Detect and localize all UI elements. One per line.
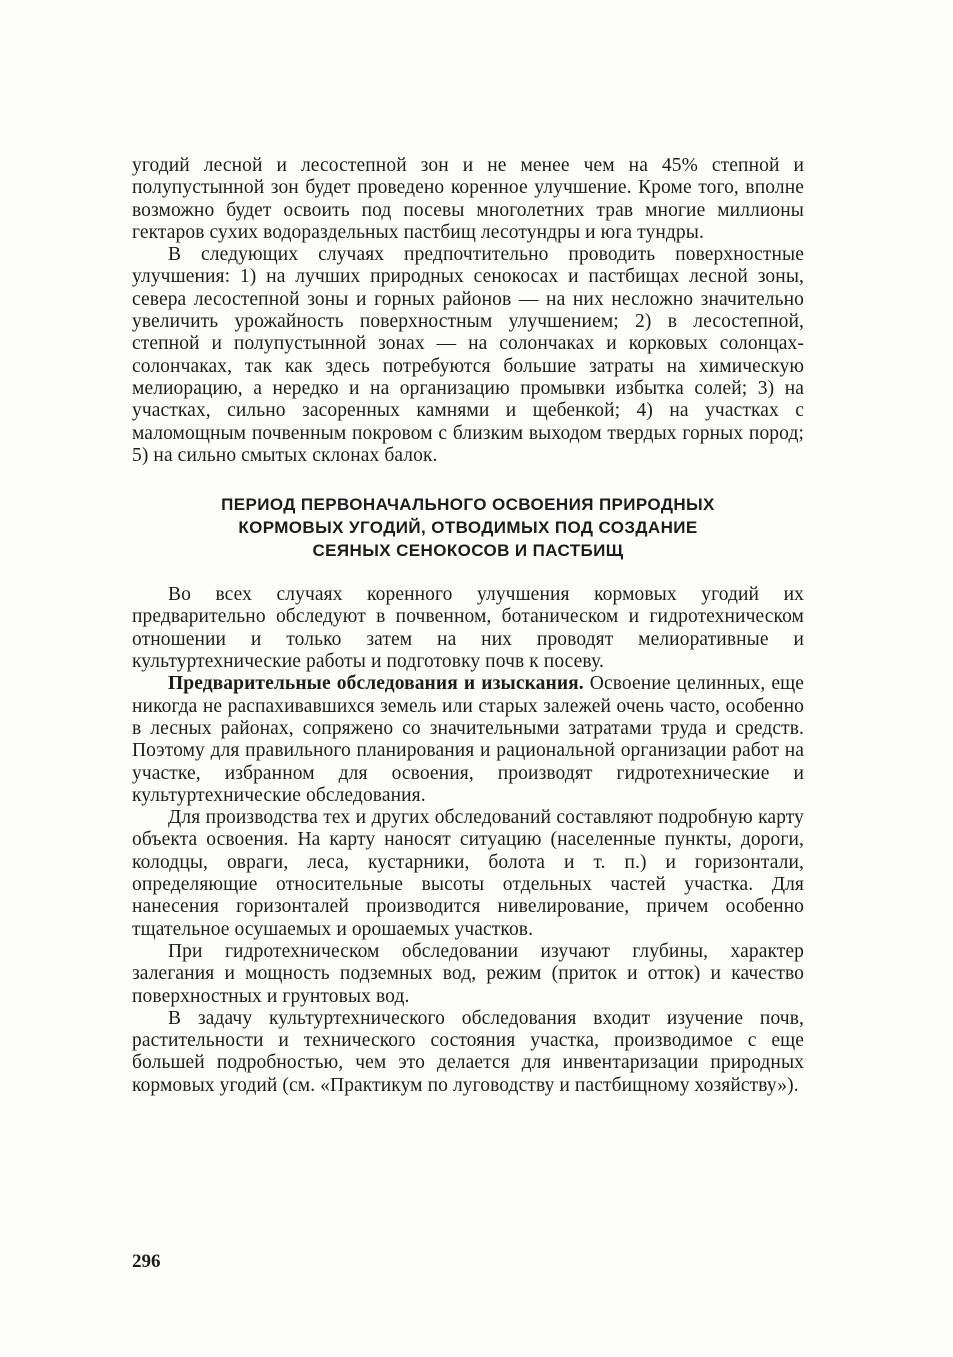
paragraph-lead-body: Освоение целинных, еще никогда не распахивавшихся земель или старых залежей очень часто, особенно в лесных районах, сопряжено со значительными затратами труда и средств. Поэтому для правильного планирования и рациональной организации работ на участке, избранном для освоения, производят гидротехнические и культуртехнические обследования. bbox=[132, 673, 804, 806]
paragraph-hydrotechnical-survey: При гидротехническом обследовании изучают глубины, характер залегания и мощность подземных вод, режим (приток и отток) и качество поверхностных и грунтовых вод. bbox=[132, 940, 804, 1007]
section-heading bbox=[132, 493, 804, 562]
page-body bbox=[132, 155, 804, 1097]
paragraph-preliminary-surveys bbox=[132, 673, 804, 807]
paragraph-surface-improvements: В следующих случаях предпочтительно проводить поверхностные улучшения: 1) на лучших природных сенокосах и пастбищах лесной зоны, севера лесостепной зоны и горных районов — на них несложно значительно увеличить урожайность поверхностным улучшением; 2) в лесостепной, степной и полупустынной зонах — на солончаках и корковых солонцах-солончаках, так как здесь потребуются большие затраты на химическую мелиорацию, а нередко и на организацию промывки избытка солей; 3) на участках, сильно засоренных камнями и щебенкой; 4) на участках с маломощным почвенным покровом с близким выходом твердых горных пород; 5) на сильно смытых склонах балок. bbox=[132, 244, 804, 466]
paragraph-radical-improvement: Во всех случаях коренного улучшения кормовых угодий их предварительно обследуют в почвенном, ботаническом и гидротехническом отношении и только затем на них проводят мелиоративные и культуртехнические работы и подготовку почв к посеву. bbox=[132, 584, 804, 673]
paragraph-continuation: угодий лесной и лесостепной зон и не менее чем на 45% степной и полупустынной зон будет проведено коренное улучшение. Кроме того, вполне возможно будет освоить под посевы многолетних трав многие миллионы гектаров сухих водораздельных пастбищ лесотундры и юга тундры. bbox=[132, 155, 804, 243]
paragraph-lead-term: Предварительные обследования и изыскания. bbox=[168, 673, 584, 695]
page-number: 296 bbox=[132, 1251, 161, 1272]
section-heading-line-1: ПЕРИОД ПЕРВОНАЧАЛЬНОГО ОСВОЕНИЯ ПРИРОДНЫХ bbox=[221, 495, 715, 515]
paragraph-cultural-technical-survey: В задачу культуртехнического обследования входит изучение почв, растительности и технического состояния участка, производимое с еще большей подробностью, чем это делается для инвентаризации природных кормовых угодий (см. «Практикум по луговодству и пастбищному хозяйству»). bbox=[132, 1007, 804, 1096]
section-heading-line-3: СЕЯНЫХ СЕНОКОСОВ И ПАСТБИЩ bbox=[312, 541, 624, 561]
paragraph-survey-map: Для производства тех и других обследований составляют подробную карту объекта освоения. На карту наносят ситуацию (населенные пункты, дороги, колодцы, овраги, леса, кустарники, болота и т. п.) и горизонтали, определяющие относительные высоты отдельных частей участка. Для нанесения горизонталей производится нивелирование, причем особенно тщательное осушаемых и орошаемых участков. bbox=[132, 807, 804, 940]
section-heading-line-2: КОРМОВЫХ УГОДИЙ, ОТВОДИМЫХ ПОД СОЗДАНИЕ bbox=[238, 518, 698, 538]
